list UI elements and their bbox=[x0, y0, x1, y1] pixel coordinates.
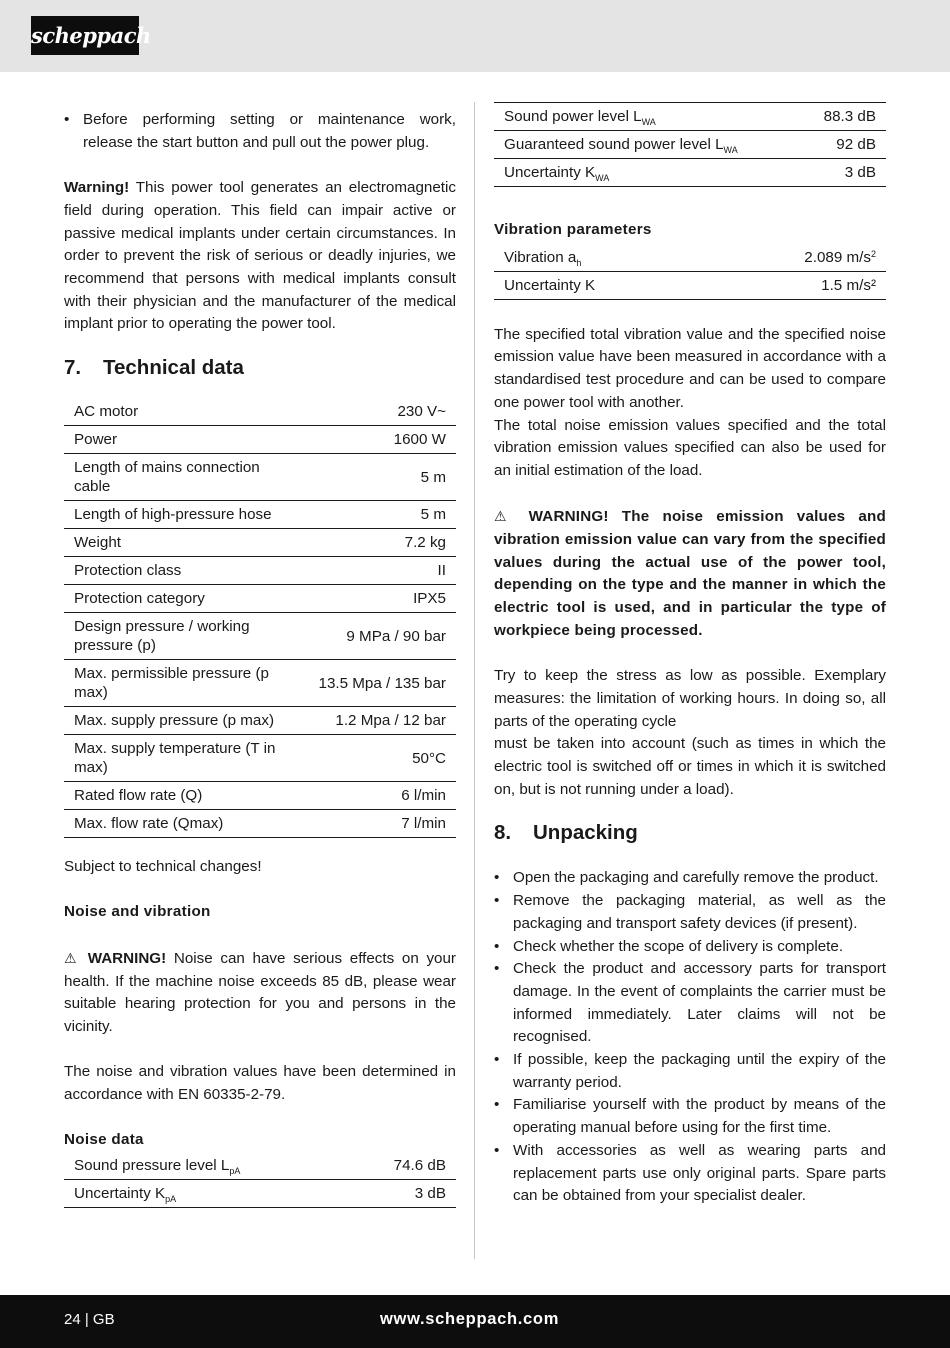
emission-warning-paragraph bbox=[494, 505, 886, 642]
table-cell-label: Uncertainty $K_{pA}$ bbox=[74, 1185, 177, 1205]
table-row bbox=[64, 585, 456, 613]
warning-paragraph bbox=[64, 177, 456, 336]
vibration-heading: Vibration parameters bbox=[494, 221, 652, 238]
table-cell-label: Length of mains connection cable bbox=[74, 459, 260, 496]
table-row bbox=[64, 735, 456, 782]
table-row bbox=[64, 454, 456, 501]
table-cell-value: 50°C bbox=[412, 749, 446, 767]
list-item bbox=[494, 936, 886, 959]
table-row bbox=[64, 557, 456, 585]
table-cell-value: 1.5 m/s² bbox=[821, 276, 876, 294]
bullet-marker: • bbox=[494, 960, 500, 978]
table-cell-value: 74.6 dB bbox=[393, 1157, 446, 1175]
list-item bbox=[494, 867, 886, 890]
table-cell-value: 9 MPa / 90 bar bbox=[346, 627, 446, 645]
list-item bbox=[494, 958, 886, 1049]
noise-data-table bbox=[64, 1152, 456, 1208]
page-header bbox=[0, 0, 950, 72]
bullet-marker: • bbox=[494, 1096, 500, 1114]
table-cell-value: 1600 W bbox=[393, 431, 446, 449]
section-number: 7. bbox=[64, 356, 82, 380]
table-cell-label: Vibration $a_h$ bbox=[504, 248, 582, 268]
list-item-text: With accessories as well as wearing parts and replacement parts use only original parts. Spare parts can be obtained from your specialist dealer. bbox=[513, 1141, 886, 1205]
table-row bbox=[64, 782, 456, 810]
section-title: Unpacking bbox=[533, 821, 638, 845]
bullet-marker: • bbox=[64, 111, 70, 128]
table-cell-label: Protection class bbox=[74, 562, 182, 580]
section-number: 8. bbox=[494, 821, 512, 845]
warning-triangle-icon: ⚠ bbox=[64, 949, 81, 966]
list-item bbox=[494, 1140, 886, 1208]
list-item-text: Open the packaging and carefully remove the product. bbox=[513, 869, 879, 887]
bullet-item bbox=[64, 109, 456, 154]
table-cell-label: Power bbox=[74, 431, 118, 449]
list-item bbox=[494, 890, 886, 935]
sound-power-table bbox=[494, 102, 886, 187]
table-cell-value: 2.089 $m/s^2$ bbox=[804, 248, 876, 266]
table-cell-value: 5 m bbox=[420, 468, 446, 486]
table-row bbox=[64, 501, 456, 529]
table-row bbox=[494, 131, 886, 159]
table-cell-label: AC motor bbox=[74, 403, 139, 421]
left-column bbox=[64, 109, 456, 1208]
page-number: 24 | GB bbox=[64, 1311, 115, 1328]
table-cell-label: Design pressure / working pressure (p) bbox=[74, 618, 250, 655]
table-cell-value: IPX5 bbox=[413, 590, 446, 608]
section-heading-technical-data bbox=[64, 354, 456, 382]
table-cell-value: 6 l/min bbox=[401, 787, 446, 805]
bullet-marker: • bbox=[494, 937, 500, 955]
table-cell-label: Uncertainty K bbox=[504, 276, 596, 294]
stress-paragraph-2: must be taken into account (such as times in which the electric tool is switched off or times in which it is switched on, but is not running under a load). bbox=[494, 735, 886, 798]
table-cell-value: 13.5 Mpa / 135 bar bbox=[318, 674, 446, 692]
table-cell-label: Max. supply temperature (T in max) bbox=[74, 740, 276, 777]
table-cell-value: 7 l/min bbox=[401, 815, 446, 833]
table-cell-value: 92 dB bbox=[836, 136, 876, 153]
table-cell-label: Protection category bbox=[74, 590, 205, 608]
bullet-marker: • bbox=[494, 892, 500, 910]
table-cell-label: Guaranteed sound power level $L_{WA}$ bbox=[504, 136, 738, 155]
list-item-text: Check whether the scope of delivery is complete. bbox=[513, 937, 844, 955]
table-row bbox=[64, 707, 456, 735]
bullet-marker: • bbox=[494, 1141, 500, 1159]
column-divider bbox=[474, 102, 475, 1259]
table-cell-label: Length of high-pressure hose bbox=[74, 506, 272, 524]
table-row bbox=[64, 529, 456, 557]
table-row bbox=[64, 613, 456, 660]
table-cell-value: 88.3 dB bbox=[823, 108, 876, 125]
table-cell-value: 1.2 Mpa / 12 bar bbox=[335, 712, 446, 730]
noise-data-heading: Noise data bbox=[64, 1131, 144, 1149]
warning-text: This power tool generates an electromagnetic field during operation. This field can impair active or passive medical implants under certain circumstances. In order to prevent the risk of serious or deadly injuries, we recommend that persons with medical implants consult with their physician and the manufacturer of the medical implant prior to operating the power tool. bbox=[64, 179, 456, 333]
bullet-marker: • bbox=[494, 869, 500, 887]
table-row bbox=[494, 244, 886, 272]
standard-paragraph: The noise and vibration values have been determined in accordance with EN 60335-2-79. bbox=[64, 1063, 456, 1103]
list-item-text: Familiarise yourself with the product by means of the operating manual before using for the first time. bbox=[513, 1096, 886, 1137]
table-row bbox=[494, 159, 886, 187]
unpacking-list bbox=[494, 867, 886, 1208]
page-footer bbox=[0, 1295, 950, 1348]
table-cell-value: II bbox=[437, 562, 446, 580]
table-cell-label: Sound power level $L_{WA}$ bbox=[504, 108, 656, 127]
table-cell-label: Max. permissible pressure (p max) bbox=[74, 665, 269, 702]
subject-to-change-note: Subject to technical changes! bbox=[64, 858, 262, 876]
stress-paragraph-1: Try to keep the stress as low as possible. Exemplary measures: the limitation of working hours. In doing so, all parts of the operating cycle bbox=[494, 667, 886, 730]
warning-triangle-icon: ⚠ bbox=[494, 508, 516, 525]
table-cell-value: 230 V~ bbox=[397, 403, 446, 421]
table-row bbox=[64, 398, 456, 426]
table-row bbox=[64, 660, 456, 707]
vibration-table bbox=[494, 244, 886, 300]
table-row bbox=[494, 271, 886, 299]
list-item bbox=[494, 1094, 886, 1139]
table-cell-label: Weight bbox=[74, 534, 121, 552]
brand-logo: scheppach bbox=[31, 16, 139, 55]
table-cell-value: 5 m bbox=[420, 506, 446, 524]
table-cell-label: Max. supply pressure (p max) bbox=[74, 712, 275, 730]
table-cell-label: Max. flow rate (Qmax) bbox=[74, 815, 224, 833]
table-row bbox=[64, 810, 456, 838]
list-item-text: Remove the packaging material, as well as the packaging and transport safety devices (if present). bbox=[513, 892, 886, 932]
table-row bbox=[64, 426, 456, 454]
table-cell-value: 3 dB bbox=[414, 1185, 446, 1203]
table-row bbox=[64, 1152, 456, 1180]
vibration-paragraph-1: The specified total vibration value and the specified noise emission value have been measured in accordance with a standardised test procedure and can be used to compare one power tool with another. bbox=[494, 325, 886, 411]
right-column bbox=[494, 102, 886, 1208]
table-cell-label: Rated flow rate (Q) bbox=[74, 787, 203, 805]
table-row bbox=[64, 1180, 456, 1208]
section-title: Technical data bbox=[103, 356, 244, 380]
table-cell-label: Sound pressure level $L_{pA}$ bbox=[74, 1157, 241, 1177]
emission-warning-text: WARNING! The noise emission values and vibration emission value can vary from the specified values during the actual use of the power tool, depending on the type and the manner in which the electric tool is used, and in particular the type of workpiece being processed. bbox=[494, 508, 886, 639]
table-row bbox=[494, 103, 886, 131]
section-heading-unpacking bbox=[494, 819, 886, 847]
noise-vibration-heading: Noise and vibration bbox=[64, 903, 211, 921]
table-cell-value: 7.2 kg bbox=[404, 534, 446, 552]
bullet-marker: • bbox=[494, 1051, 500, 1069]
technical-data-table bbox=[64, 398, 456, 838]
noise-warning-text: Noise can have serious effects on your health. If the machine noise exceeds 85 dB, please wear suitable hearing protection for you and persons in the vicinity. bbox=[64, 949, 456, 1035]
warning-label: Warning! bbox=[64, 179, 130, 197]
list-item-text: Check the product and accessory parts for transport damage. In the event of complaints the carrier must be informed immediately. Later claims will not be recognised. bbox=[513, 960, 886, 1046]
noise-warning-paragraph bbox=[64, 947, 456, 1039]
website-url[interactable]: www.scheppach.com bbox=[380, 1310, 560, 1328]
table-cell-value: 3 dB bbox=[844, 164, 876, 181]
list-item bbox=[494, 1049, 886, 1094]
noise-warning-label: WARNING! bbox=[87, 949, 167, 967]
vibration-paragraph-2: The total noise emission values specified and the total vibration emission values specified can also be used for an initial estimation of the load. bbox=[494, 416, 886, 479]
table-cell-label: Uncertainty $K_{WA}$ bbox=[504, 164, 610, 183]
list-item-text: If possible, keep the packaging until the expiry of the warranty period. bbox=[513, 1051, 886, 1091]
bullet-text: Before performing setting or maintenance work, release the start button and pull out the power plug. bbox=[83, 111, 456, 151]
